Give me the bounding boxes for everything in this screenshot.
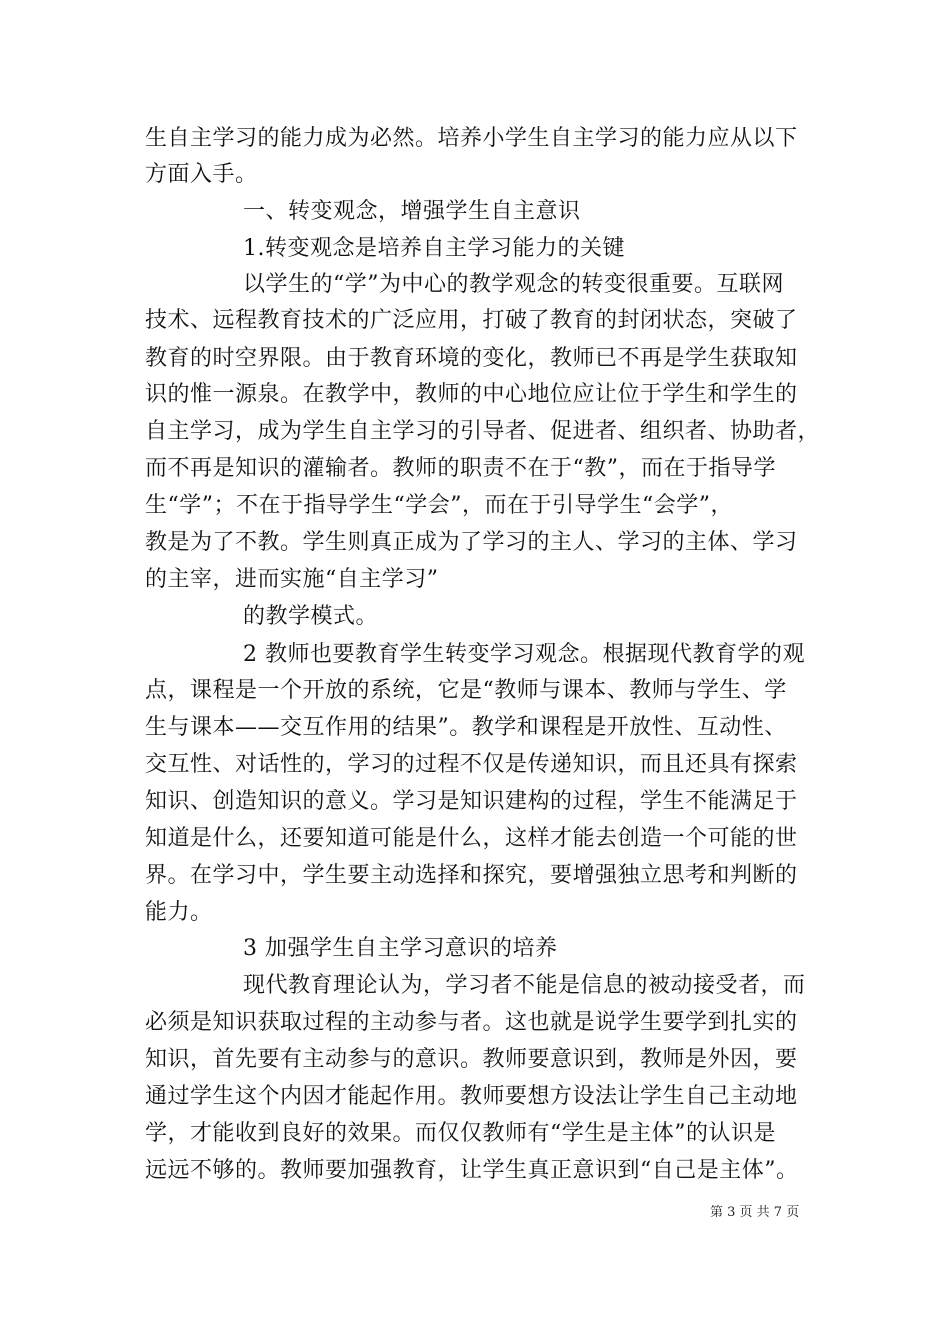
- text-line: 而不再是知识的灌输者。教师的职责不在于“教”，而在于指导学: [145, 456, 776, 481]
- text-line: 生与课本——交互作用的结果”。教学和课程是开放性、互动性、: [145, 715, 787, 740]
- subsection-heading: 3 加强学生自主学习意识的培养: [243, 936, 558, 961]
- text-line: 生“学”；不在于指导学生“学会”，而在于引导学生“会学”，: [145, 493, 733, 518]
- text-line: 识的惟一源泉。在教学中，教师的中心地位应让位于学生和学生的: [145, 382, 798, 407]
- text-line: 通过学生这个内因才能起作用。教师要想方设法让学生自己主动地: [145, 1084, 798, 1109]
- text-line: 的主宰，进而实施“自主学习”: [145, 567, 439, 592]
- text-line: 学，才能收到良好的效果。而仅仅教师有“学生是主体”的认识是: [145, 1121, 776, 1146]
- subsection-heading: 2 教师也要教育学生转变学习观念。根据现代教育学的观: [243, 642, 805, 667]
- text-line: 知识、创造知识的意义。学习是知识建构的过程，学生不能满足于: [145, 789, 798, 814]
- text-line: 的教学模式。: [243, 604, 379, 629]
- text-line: 自主学习，成为学生自主学习的引导者、促进者、组织者、协助者，: [145, 419, 821, 444]
- text-line: 界。在学习中，学生要主动选择和探究，要增强独立思考和判断的: [145, 863, 798, 888]
- section-heading: 一、转变观念，增强学生自主意识: [243, 199, 581, 224]
- text-line: 必须是知识获取过程的主动参与者。这也就是说学生要学到扎实的: [145, 1010, 798, 1035]
- text-line: 方面入手。: [145, 162, 258, 187]
- text-line: 教育的时空界限。由于教育环境的变化，教师已不再是学生获取知: [145, 346, 798, 371]
- text-line: 远远不够的。教师要加强教育，让学生真正意识到“自己是主体”。: [145, 1158, 799, 1183]
- text-line: 以学生的“学”为中心的教学观念的转变很重要。互联网: [243, 272, 784, 297]
- text-line: 生自主学习的能力成为必然。培养小学生自主学习的能力应从以下: [145, 126, 798, 151]
- text-line: 现代教育理论认为，学习者不能是信息的被动接受者，而: [243, 973, 806, 998]
- text-line: 交互性、对话性的，学习的过程不仅是传递知识，而且还具有探索: [145, 752, 798, 777]
- page-number-footer: 第 3 页 共 7 页: [710, 1205, 800, 1220]
- text-line: 技术、远程教育技术的广泛应用，打破了教育的封闭状态，突破了: [145, 308, 798, 333]
- subsection-heading: 1.转变观念是培养自主学习能力的关键: [243, 236, 625, 261]
- text-line: 知识，首先要有主动参与的意识。教师要意识到，教师是外因，要: [145, 1047, 798, 1072]
- text-line: 教是为了不教。学生则真正成为了学习的主人、学习的主体、学习: [145, 530, 798, 555]
- text-line: 点，课程是一个开放的系统，它是“教师与课本、教师与学生、学: [145, 678, 787, 703]
- text-line: 能力。: [145, 900, 213, 925]
- text-line: 知道是什么，还要知道可能是什么，这样才能去创造一个可能的世: [145, 826, 798, 851]
